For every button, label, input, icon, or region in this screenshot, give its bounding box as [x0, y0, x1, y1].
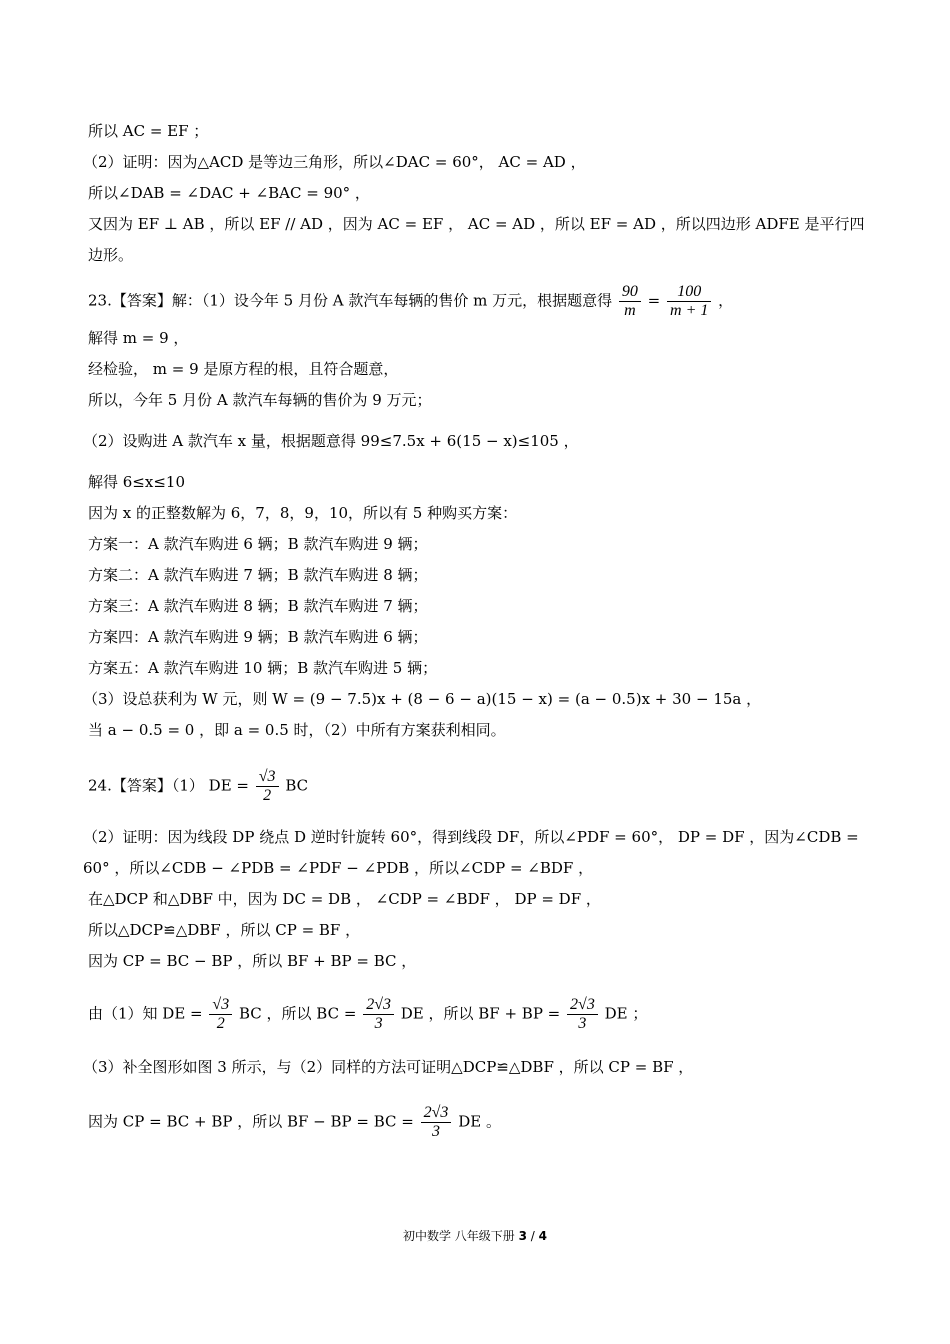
plan-item: 方案四：A 款汽车购进 9 辆；B 款汽车购进 6 辆；: [88, 628, 428, 646]
answer-line: 因为 x 的正整数解为 6，7，8，9，10，所以有 5 种购买方案：: [88, 504, 518, 522]
answer-line: 由（1）知 DE = $\frac{√3}{2}$ BC ，所以 BC = $\frac{2√3}{3}$ DE ，所以 BF + BP = $\frac{2√3}{3}$ DE ；: [88, 996, 648, 1032]
fraction: $\frac{√3}{2}$: [209, 996, 232, 1033]
fraction: $\frac{2√3}{3}$: [567, 996, 598, 1033]
answer-paragraph: 又因为 EF ⊥ AB ，所以 EF // AD ，因为 AC = EF ， AC = AD ，所以 EF = AD ，所以四边形 ADFE 是平行四边形。: [88, 215, 865, 264]
answer-line: （3）设总获利为 W 元，则 W = (9 − 7.5)x + (8 − 6 − a)(15 − x) = (a − 0.5)x + 30 − 15a ，: [83, 690, 762, 708]
answer-line: 因为 CP = BC + BP ，所以 BF − BP = BC = $\frac{2√3}{3}$ DE 。: [88, 1104, 501, 1140]
footer-subject: 初中数学 八年级下册: [402, 1229, 519, 1243]
q23-heading: 23.【答案】解：（1）设今年 5 月份 A 款汽车每辆的售价 m 万元，根据题意得 $\frac{90}{m}$ = $\frac{100}{m + 1}$ ，: [88, 283, 734, 319]
fraction: $\frac{90}{m}$: [619, 283, 641, 320]
answer-line: （2）设购进 A 款汽车 x 量，根据题意得 99≤7.5x + 6(15 − x)≤105 ，: [83, 432, 579, 450]
answer-line: 在△DCP 和△DBF 中，因为 DC = DB ， ∠CDP = ∠BDF ， DP = DF ，: [88, 890, 601, 908]
answer-line: （3）补全图形如图 3 所示，与（2）同样的方法可证明△DCP≌△DBF ，所以 CP = BF ，: [83, 1058, 694, 1076]
answer-line: 所以△DCP≌△DBF ，所以 CP = BF ，: [88, 921, 361, 939]
plan-item: 方案五：A 款汽车购进 10 辆；B 款汽车购进 5 辆；: [88, 659, 438, 677]
answer-line: 因为 CP = BC − BP ，所以 BF + BP = BC ，: [88, 952, 417, 970]
answer-paragraph: （2）证明：因为线段 DP 绕点 D 逆时针旋转 60°，得到线段 DF，所以∠PDF = 60°， DP = DF ，因为∠CDB = 60° ，所以∠CDB − ∠PDB = ∠PDF − ∠PDB ，所以∠CDP = ∠BDF ，: [83, 828, 859, 877]
answer-line: 经检验， m = 9 是原方程的根，且符合题意，: [88, 360, 399, 378]
plan-item: 方案一：A 款汽车购进 6 辆；B 款汽车购进 9 辆；: [88, 535, 428, 553]
page-separator: /: [526, 1229, 539, 1243]
q24-heading: 24.【答案】（1） DE = $\frac{√3}{2}$ BC: [88, 768, 309, 804]
fraction: $\frac{2√3}{3}$: [421, 1104, 452, 1141]
page-total: 4: [538, 1229, 548, 1243]
answer-line: 解得 m = 9 ，: [88, 329, 189, 347]
fraction: $\frac{100}{m + 1}$: [667, 283, 711, 320]
answer-line: 所以，今年 5 月份 A 款汽车每辆的售价为 9 万元；: [88, 391, 432, 409]
fraction: $\frac{√3}{2}$: [256, 768, 279, 805]
page-number: 3: [518, 1229, 527, 1243]
answer-line: 所以∠DAB = ∠DAC + ∠BAC = 90° ，: [88, 184, 370, 202]
answer-line: （2）证明：因为△ACD 是等边三角形，所以∠DAC = 60°， AC = AD ，: [83, 153, 586, 171]
page-footer: [0, 1227, 950, 1244]
answer-line: 所以 AC = EF ；: [88, 122, 209, 140]
fraction: $\frac{2√3}{3}$: [363, 996, 394, 1033]
answer-line: 当 a − 0.5 = 0 ，即 a = 0.5 时，（2）中所有方案获利相同。: [88, 721, 506, 739]
answer-line: 解得 6≤x≤10: [88, 473, 185, 491]
plan-item: 方案三：A 款汽车购进 8 辆；B 款汽车购进 7 辆；: [88, 597, 428, 615]
plan-item: 方案二：A 款汽车购进 7 辆；B 款汽车购进 8 辆；: [88, 566, 428, 584]
